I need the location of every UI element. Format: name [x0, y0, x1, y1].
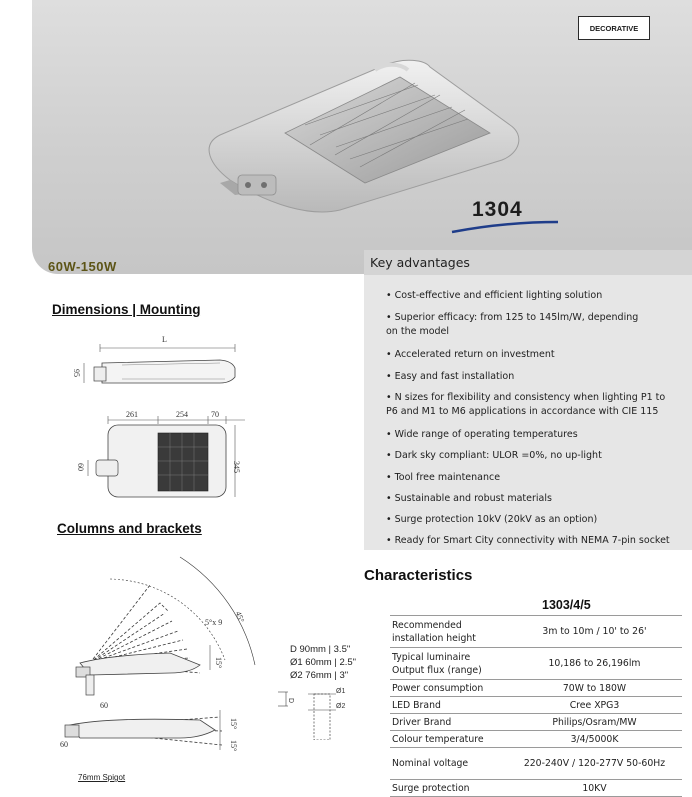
- columns-title: Columns and brackets: [57, 521, 202, 536]
- advantage-item: on the model: [386, 326, 450, 337]
- advantage-item: • Accelerated return on investment: [386, 349, 555, 360]
- spigot-spec-o1: Ø1 60mm | 2.5": [290, 657, 357, 668]
- key-advantages-panel: [364, 250, 692, 550]
- table-row: [390, 714, 682, 731]
- angle-15-label: 15°: [229, 718, 238, 730]
- spigot-o1-label: Ø1: [336, 688, 346, 695]
- advantage-item: • Superior efficacy: from 125 to 145lm/W, depending: [386, 312, 639, 323]
- table-row: [390, 648, 682, 680]
- advantage-item: • Dark sky compliant: ULOR =0%, no up-light: [386, 450, 602, 461]
- wattage-range: 60W-150W: [48, 259, 117, 274]
- category-badge: DECORATIVE: [578, 16, 650, 40]
- key-advantages-list: [364, 275, 692, 550]
- advantage-item: • Ready for Smart City connectivity with NEMA 7-pin socket: [386, 535, 670, 546]
- spec-key: Driver Brand: [390, 714, 507, 731]
- dimension-drawing: [60, 325, 260, 500]
- street-light-image: [190, 55, 530, 215]
- dim-345: 345: [232, 461, 241, 473]
- table-row: [390, 748, 682, 780]
- table-row: [390, 680, 682, 697]
- characteristics-title: Characteristics: [364, 567, 473, 584]
- model-swoosh-decoration: [450, 214, 560, 236]
- spec-value: Philips/Osram/MW: [507, 714, 682, 731]
- spec-value: 3m to 10m / 10' to 26': [507, 616, 682, 648]
- characteristics-table: [390, 615, 682, 797]
- spec-key: Nominal voltage: [390, 748, 507, 780]
- spec-key: Surge protection: [390, 780, 507, 797]
- angle-45-label: 45°: [233, 610, 246, 624]
- spec-value: 10KV: [507, 780, 682, 797]
- spec-key: Typical luminaire Output flux (range): [390, 648, 507, 680]
- spec-value: 3/4/5000K: [507, 731, 682, 748]
- spigot-spec-o2: Ø2 76mm | 3": [290, 670, 349, 681]
- advantage-item: • Sustainable and robust materials: [386, 493, 552, 504]
- key-advantages-title: Key advantages: [370, 255, 470, 270]
- dim-254: 254: [176, 410, 188, 419]
- advantage-item: • Cost-effective and efficient lighting solution: [386, 290, 603, 301]
- advantage-item: • Tool free maintenance: [386, 472, 501, 483]
- spec-value: 220-240V / 120-277V 50-60Hz: [507, 748, 682, 780]
- table-row: [390, 616, 682, 648]
- bracket-angles-drawing: [50, 545, 270, 773]
- spigot-o2-label: Ø2: [336, 703, 346, 710]
- height-label: 95: [72, 369, 81, 377]
- dim-60: 60: [76, 463, 85, 471]
- spec-value: 10,186 to 26,196lm: [507, 648, 682, 680]
- table-row: [390, 697, 682, 714]
- angle-15-label: 15°: [229, 740, 238, 752]
- spigot-spec-d: D 90mm | 3.5": [290, 644, 351, 655]
- spigot-caption: 76mm Spigot: [78, 773, 126, 782]
- advantage-item: • Easy and fast installation: [386, 371, 515, 382]
- table-row: [390, 780, 682, 797]
- dim-261: 261: [126, 410, 138, 419]
- advantage-item: • N sizes for flexibility and consistency when lighting P1 to: [386, 392, 666, 403]
- angle-15-label: 15°: [214, 657, 223, 669]
- advantage-item: P6 and M1 to M6 applications in accordance with CIE 115: [386, 406, 659, 417]
- spec-value: Cree XPG3: [507, 697, 682, 714]
- characteristics-model-header: 1303/4/5: [542, 598, 591, 612]
- advantage-item: • Wide range of operating temperatures: [386, 429, 578, 440]
- dimensions-title: Dimensions | Mounting: [52, 302, 201, 317]
- dim-70: 70: [211, 410, 219, 419]
- length-label: L: [162, 335, 167, 344]
- spigot-drawing: [278, 680, 358, 740]
- table-row: [390, 731, 682, 748]
- dim-60-label: 60: [100, 701, 108, 710]
- model-number: 1304: [472, 198, 523, 221]
- spec-key: Recommended installation height: [390, 616, 507, 648]
- spec-key: Colour temperature: [390, 731, 507, 748]
- spigot-d-label: D: [287, 698, 294, 704]
- advantage-item: • Surge protection 10kV (20kV as an option): [386, 514, 598, 525]
- dim-60-label: 60: [60, 740, 68, 749]
- spec-value: 70W to 180W: [507, 680, 682, 697]
- angle-5x9-label: 5°x 9: [205, 618, 223, 627]
- spec-key: Power consumption: [390, 680, 507, 697]
- spec-key: LED Brand: [390, 697, 507, 714]
